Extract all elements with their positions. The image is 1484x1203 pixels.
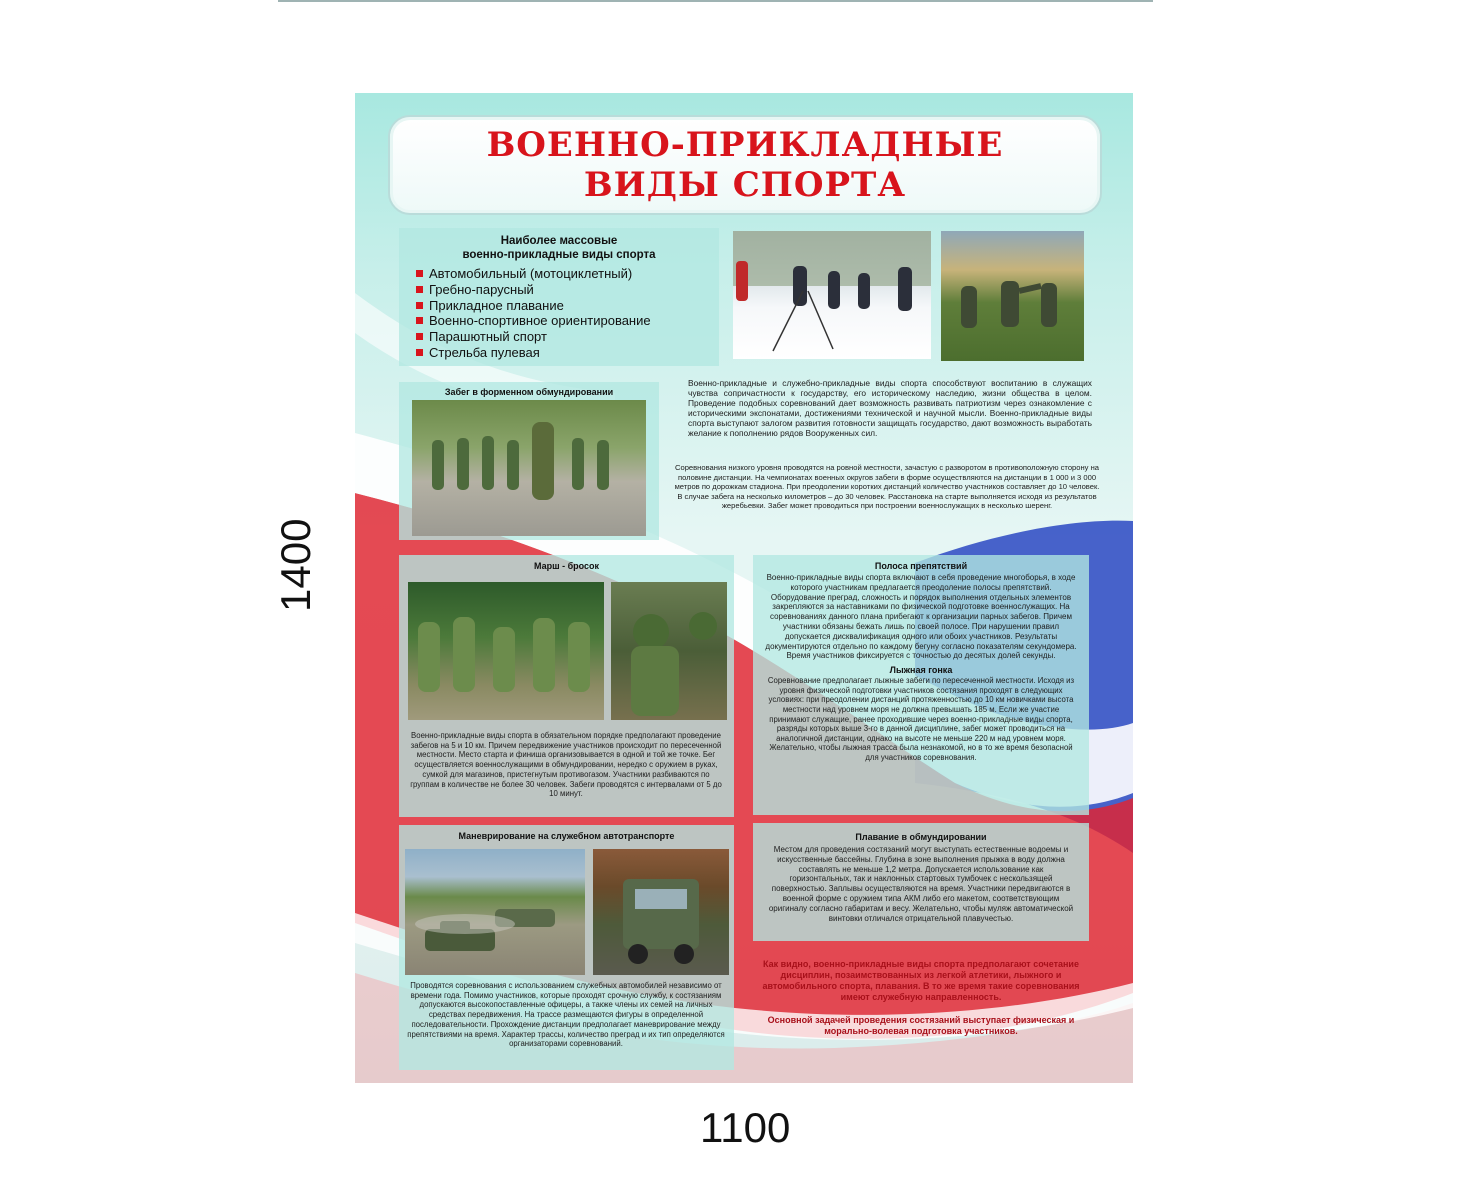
title-box <box>388 115 1102 215</box>
swim-panel <box>753 823 1089 941</box>
obstacle-panel <box>753 555 1089 815</box>
march-text: Военно-прикладные виды спорта в обязательном порядке предполагают проведение забегов на 5 и 10 км. Причем передвижение участников происходит по пересеченной местности. Место старта и финиша организовывается в одной и той же точке. Бег осуществляется военнослужащими в обмундировании, нередко с оружием в руках, сумкой для магазинов, пристегнутым противогазом. Участники разбиваются по группам в количестве не более 30 человек. Забеги проводятся с интервалами от 5 до 10 минут. <box>410 731 722 799</box>
title-line-1: ВОЕННО-ПРИКЛАДНЫЕ <box>486 125 1004 165</box>
list-item: Парашютный спорт <box>399 329 719 345</box>
ski-text: Соревнование предполагает лыжные забеги по пересеченной местности. Исходя из уровня физической подготовки участников состязания проходят в следующих условиях: при преодолении дистанций протяженностью до 10 км новичками высота местности над уровнем моря не должна превышать 185 м. Если же участие принимают служащие, ранее проходившие через военно-прикладные виды спорта, разряды которых выше 3-го в данной дисциплине, забег может проводиться на аналогичной дистанции, однако на высоте не меньше 220 м над уровнем моря. Желательно, чтобы лыжная трасса была незнакомой, но в то же время безопасной для участников соревнования. <box>767 676 1075 762</box>
march-heading: Марш - бросок <box>533 561 600 571</box>
list-item: Военно-спортивное ориентирование <box>399 313 719 329</box>
ski-race-photo <box>733 231 931 359</box>
title-line-2: ВИДЫ СПОРТА <box>583 165 907 205</box>
swim-heading: Плавание в обмундировании <box>855 832 987 842</box>
width-dimension-label: 1100 <box>700 1104 791 1151</box>
obstacle-text: Военно-прикладные виды спорта включают в себя проведение многоборья, в ходе которого участникам предлагается преодоление полосы препятствий. Оборудование преград, сложность и порядок выполнения отдельных элементов закрепляются за наставниками по физической подготовке военнослужащих. На соревнованиях данного плана прибегают к организации парных забегов. Причем участники обязаны бежать лишь по своей полосе. При нарушении правил допускается дисквалификация одного или обоих участников. Результаты документируются отдельно по каждому бегуну согласно показателям секундомера. Время участников фиксируется с точностью до десятых долей секунды. <box>765 573 1077 661</box>
list-item: Прикладное плавание <box>399 298 719 314</box>
list-item: Стрельба пулевая <box>399 345 719 361</box>
ski-heading: Лыжная гонка <box>889 665 953 676</box>
march-photo-2 <box>611 582 727 720</box>
vehicle-text: Проводятся соревнования с использованием служебных автомобилей независимо от времени года. Помимо участников, которые проходят срочную службу, к состязаниям допускаются высокопоставленные офицеры, а также члены их семей на личных средствах передвижения. На трассе размещаются фигуры в определенной последовательности. Прохождение дистанции предполагает маневрирование между препятствиями на время. Характер трассы, количество преград и их тип определяются организаторами соревнований. <box>407 981 725 1049</box>
height-dimension-label: 1400 <box>272 518 319 612</box>
conclusion-text-2: Основной задачей проведения состязаний выступает физическая и морально-волевая подготовка участников. <box>767 1015 1075 1036</box>
run-heading: Забег в форменном обмундировании <box>444 387 614 397</box>
poster-title <box>390 125 1100 205</box>
top-divider <box>278 0 1153 2</box>
run-text: Соревнования низкого уровня проводятся на ровной местности, зачастую с разворотом в противоположную сторону на половине дистанции. На чемпионатах военных округов забеги в форме осуществляются на дистанции в 1 000 и 3 000 метров по дорожкам стадиона. При преодолении коротких дистанций количество участников составляет до 10 человек. В случае забега на несколько километров – до 30 человек. Расстановка на старте выполняется исходя из результатов жеребьевки. Забег может проводиться при построении военнослужащих в несколько шеренг. <box>674 463 1100 511</box>
intro-list <box>399 266 719 361</box>
about-text: Военно-прикладные и служебно-прикладные виды спорта способствуют воспитанию в служащих чувства сопричастности к государству, его историческому наследию, жизни общества в целом. Проведение подобных соревнований дает возможность развивать патриотизм через ознакомление с историческими экспонатами, достижениями технической и научной мысли. Военно-прикладные виды спорта выступают залогом развития готовности защищать государство, дают возможность выработать желание к пополнению рядов Вооруженных сил. <box>688 378 1092 438</box>
intro-heading-line-1: Наиболее массовые <box>500 235 618 247</box>
vehicle-heading: Маневрирование на служебном автотранспорте <box>458 831 675 841</box>
hand-to-hand-photo <box>941 231 1084 361</box>
list-item: Гребно-парусный <box>399 282 719 298</box>
military-truck-photo <box>593 849 729 975</box>
intro-heading-line-2: военно-прикладные виды спорта <box>462 249 656 261</box>
poster <box>355 93 1133 1083</box>
obstacle-heading: Полоса препятствий <box>874 561 968 571</box>
armored-vehicles-photo <box>405 849 585 975</box>
swim-text: Местом для проведения состязаний могут выступать естественные водоемы и искусственные бассейны. Глубина в зоне выполнения прыжка в воду должна составлять не меньше 1,2 метра. Допускается использование как горизонтальных, так и наклонных стартовых тумбочек с нескользящей поверхностью. Заплывы осуществляются на время. Участники передвигаются в военной форме с оружием типа АКМ либо его макетом, соответствующим оригиналу согласно габаритам и весу. Желательно, чтобы муляж автоматической винтовки отличался отрицательной плавучестью. <box>768 845 1074 923</box>
uniform-run-photo <box>412 400 646 536</box>
intro-panel <box>399 228 719 366</box>
run-panel <box>399 382 659 540</box>
intro-heading <box>399 234 719 262</box>
conclusion-text-1: Как видно, военно-прикладные виды спорта предполагают сочетание дисциплин, позаимствованных из легкой атлетики, лыжного и автомобильного спорта, плавания. В то же время такие соревнования имеют служебную направленность. <box>762 959 1080 1002</box>
march-photo-1 <box>408 582 604 720</box>
list-item: Автомобильный (мотоциклетный) <box>399 266 719 282</box>
